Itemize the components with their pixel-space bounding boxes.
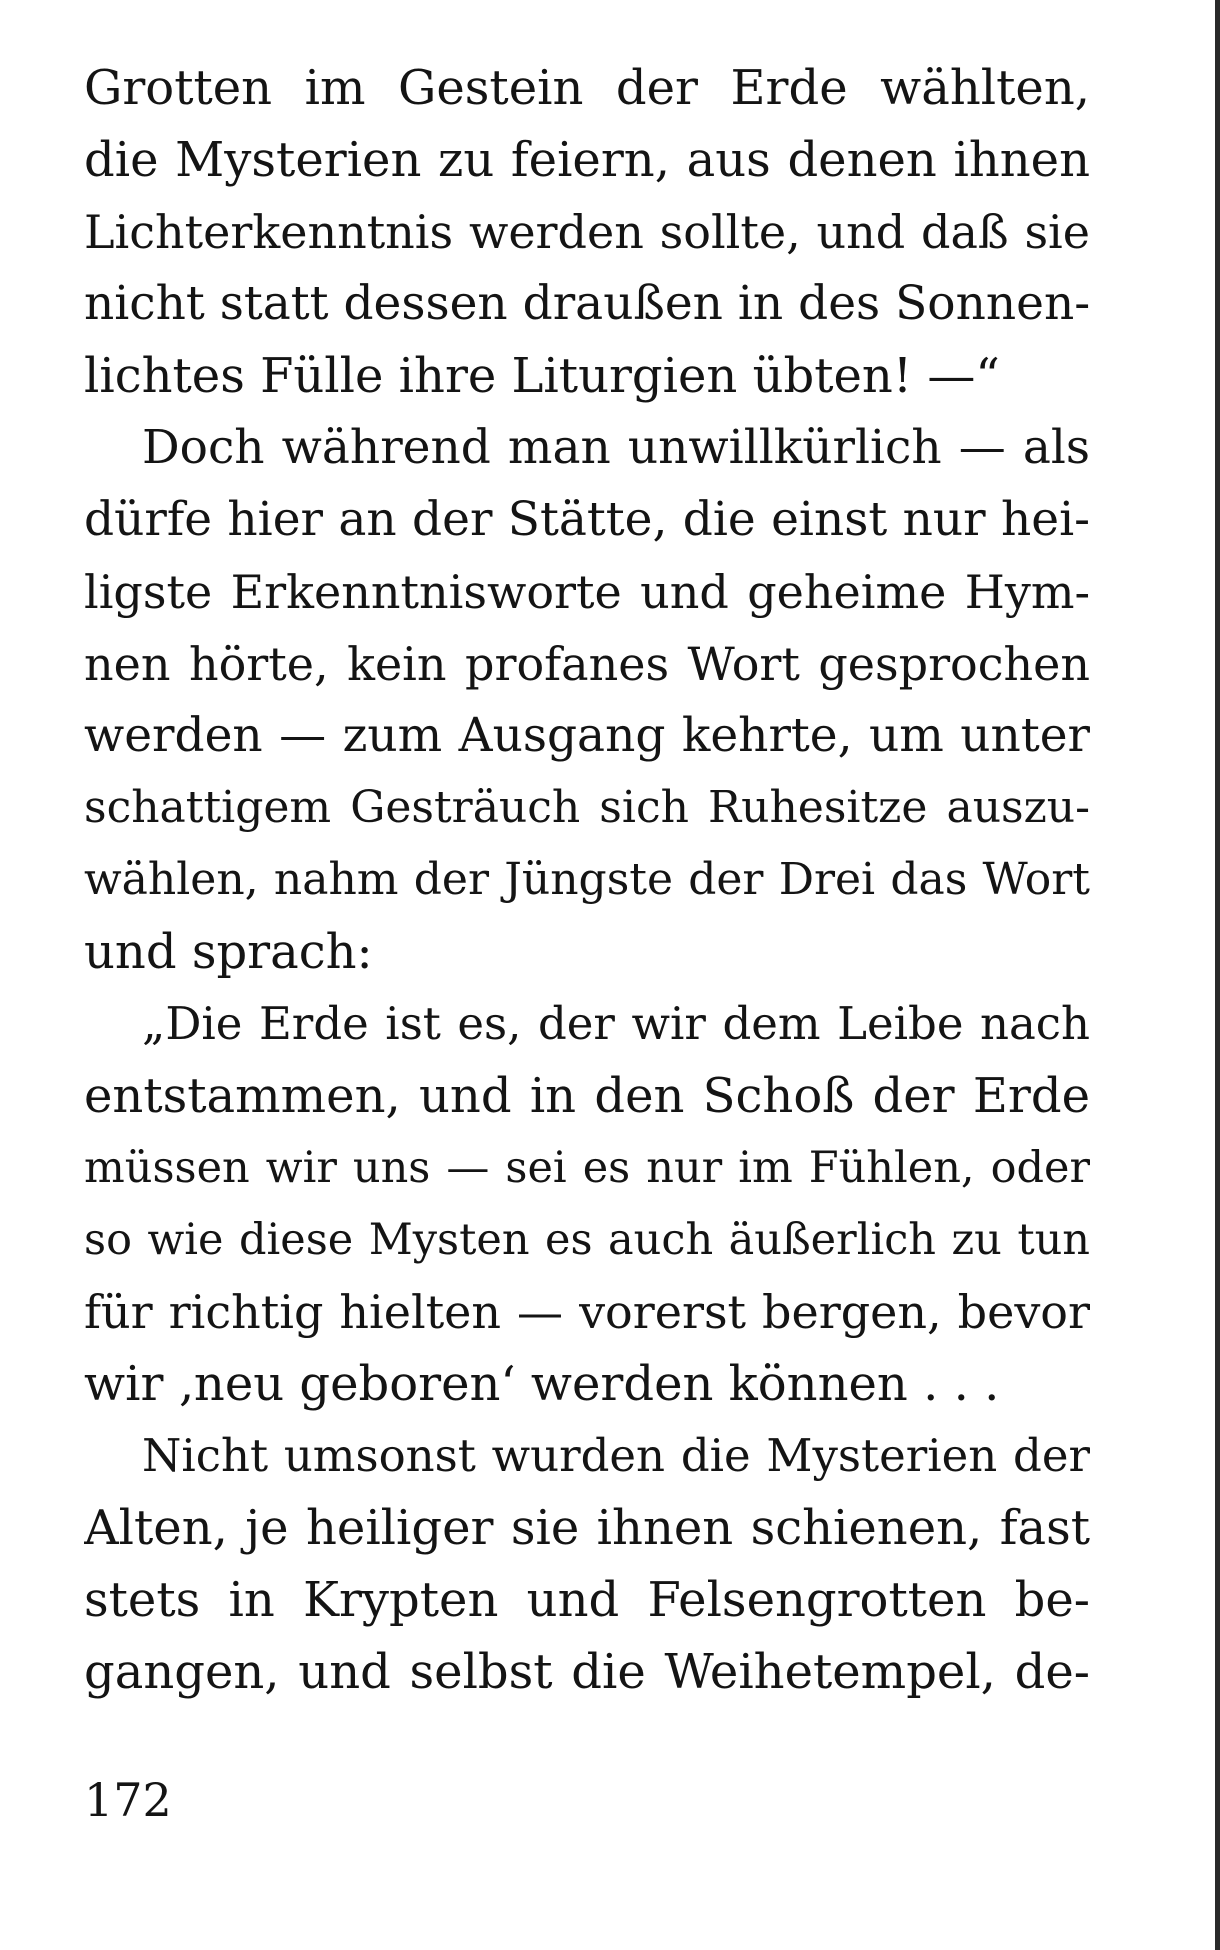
text-line: ligste Erkenntnisworte und geheime Hym-	[84, 565, 1090, 619]
text-line: wählen, nahm der Jüngste der Drei das Wort	[84, 854, 1090, 905]
text-line: gangen, und selbst die Weihetempel, de-	[84, 1644, 1090, 1700]
text-line: Lichterkenntnis werden sollte, und daß sie	[84, 205, 1090, 259]
text-line: wir ‚neu geboren‘ werden können . . .	[84, 1356, 1000, 1412]
text-line: lichtes Fülle ihre Liturgien übten! —“	[84, 348, 1000, 404]
text-line: nicht statt dessen draußen in des Sonnen-	[84, 276, 1090, 331]
text-line: stets in Krypten und Felsengrotten be-	[84, 1572, 1090, 1628]
text-line: Grotten im Gestein der Erde wählten,	[84, 60, 1090, 116]
text-line: schattigem Gesträuch sich Ruhesitze auszu-	[84, 782, 1090, 833]
page-number: 172	[84, 1773, 172, 1827]
text-line: werden — zum Ausgang kehrte, um unter	[84, 708, 1090, 763]
text-line: für richtig hielten — vorerst bergen, bevor	[84, 1285, 1090, 1339]
text-line: und sprach:	[84, 924, 373, 980]
text-line: die Mysterien zu feiern, aus denen ihnen	[84, 132, 1090, 188]
text-line: müssen wir uns — sei es nur im Fühlen, oder	[84, 1143, 1090, 1193]
binding-edge	[1215, 0, 1220, 1950]
text-line: dürfe hier an der Stätte, die einst nur hei-	[84, 492, 1090, 547]
text-line: nen hörte, kein profanes Wort gesprochen	[84, 637, 1090, 691]
text-line: Doch während man unwillkürlich — als	[142, 420, 1090, 475]
text-line: Alten, je heiliger sie ihnen schienen, fast	[84, 1500, 1090, 1556]
text-line: so wie diese Mysten es auch äußerlich zu tun	[84, 1215, 1090, 1265]
text-line: Nicht umsonst wurden die Mysterien der	[142, 1429, 1090, 1482]
text-line: entstammen, und in den Schoß der Erde	[84, 1068, 1090, 1124]
text-line: „Die Erde ist es, der wir dem Leibe nach	[142, 997, 1090, 1050]
